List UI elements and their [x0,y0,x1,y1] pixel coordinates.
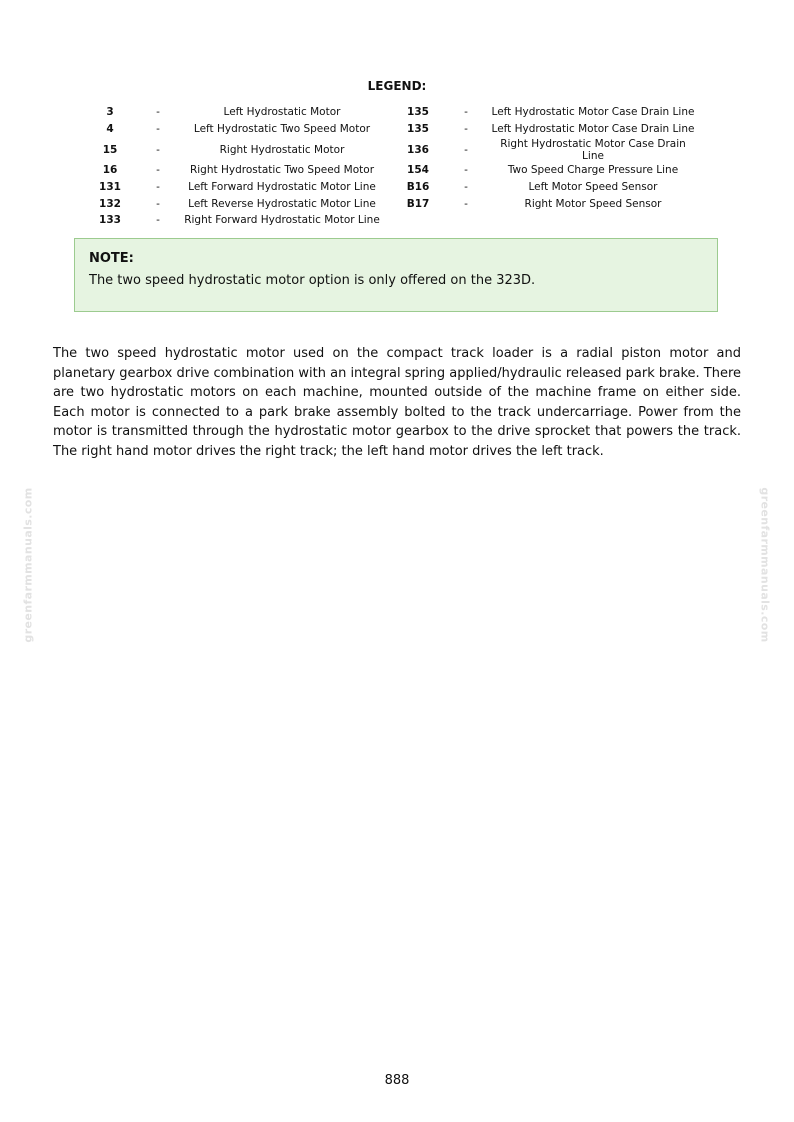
legend-number: 4 [106,123,114,136]
legend-description: Right Forward Hydrostatic Motor Line [184,214,380,227]
legend-dash: - [156,123,160,136]
legend-dash: - [156,143,160,156]
legend-description: Left Reverse Hydrostatic Motor Line [188,197,376,210]
legend-number: 136 [407,143,429,156]
legend-dash: - [156,214,160,227]
legend-dash: - [464,106,468,119]
legend-dash: - [156,197,160,210]
legend-number: 16 [102,163,118,176]
legend-number: 131 [99,180,121,193]
legend-description: Right Motor Speed Sensor [524,197,662,210]
legend-row [86,212,696,229]
legend-description: Right Hydrostatic Two Speed Motor [189,163,375,176]
note-title: NOTE: [89,251,134,266]
watermark-right: greenfarmmanuals.com [758,487,772,643]
legend-number: 135 [407,106,429,119]
legend-number [394,212,442,229]
legend-row [86,138,696,162]
legend-number: B17 [406,197,430,210]
watermark-left: greenfarmmanuals.com [21,487,35,643]
legend-title: LEGEND: [367,79,427,93]
legend-table [86,104,696,229]
legend-dash: - [464,123,468,136]
legend-number: 135 [407,123,429,136]
legend-dash: - [156,180,160,193]
legend-description: Right Hydrostatic Motor Case Drain Line [500,137,686,162]
legend-dash [442,212,490,229]
legend-row [86,104,696,121]
legend-dash: - [464,180,468,193]
note-box [74,238,718,312]
legend-number: 132 [99,197,121,210]
legend-description: Left Hydrostatic Motor Case Drain Line [491,123,695,136]
legend-description: Left Hydrostatic Motor [223,106,341,119]
page-number: 888 [384,1073,410,1088]
legend-dash: - [464,163,468,176]
legend-description: Left Hydrostatic Motor Case Drain Line [491,106,695,119]
legend-description [490,212,696,229]
legend-dash: - [464,143,468,156]
legend-number: 154 [407,163,429,176]
legend-row [86,162,696,179]
legend-description: Left Hydrostatic Two Speed Motor [193,123,371,136]
legend-dash: - [156,106,160,119]
legend-number: B16 [406,180,430,193]
legend-dash: - [464,197,468,210]
legend-description: Two Speed Charge Pressure Line [507,163,679,176]
legend-row [86,121,696,138]
legend-row [86,178,696,195]
legend-description: Left Forward Hydrostatic Motor Line [188,180,376,193]
legend-number: 133 [99,214,121,227]
body-paragraph: The two speed hydrostatic motor used on the compact track loader is a radial piston motor and planetary gearbox drive combination with an integral spring applied/hydraulic released park brake. There are two hydrostatic motors on each machine, mounted outside of the machine frame on either side. Each motor is connected to a park brake assembly bolted to the track undercarriage. Power from the motor is transmitted through the hydrostatic motor gearbox to the drive sprocket that powers the track. The right hand motor drives the right track; the left hand motor drives the left track. [53,346,742,459]
legend-number: 15 [102,143,118,156]
legend-number: 3 [106,106,114,119]
legend-dash: - [156,163,160,176]
note-text: The two speed hydrostatic motor option is only offered on the 323D. [89,273,536,288]
legend-description: Left Motor Speed Sensor [528,180,658,193]
legend-row [86,195,696,212]
legend-description: Right Hydrostatic Motor [219,143,345,156]
